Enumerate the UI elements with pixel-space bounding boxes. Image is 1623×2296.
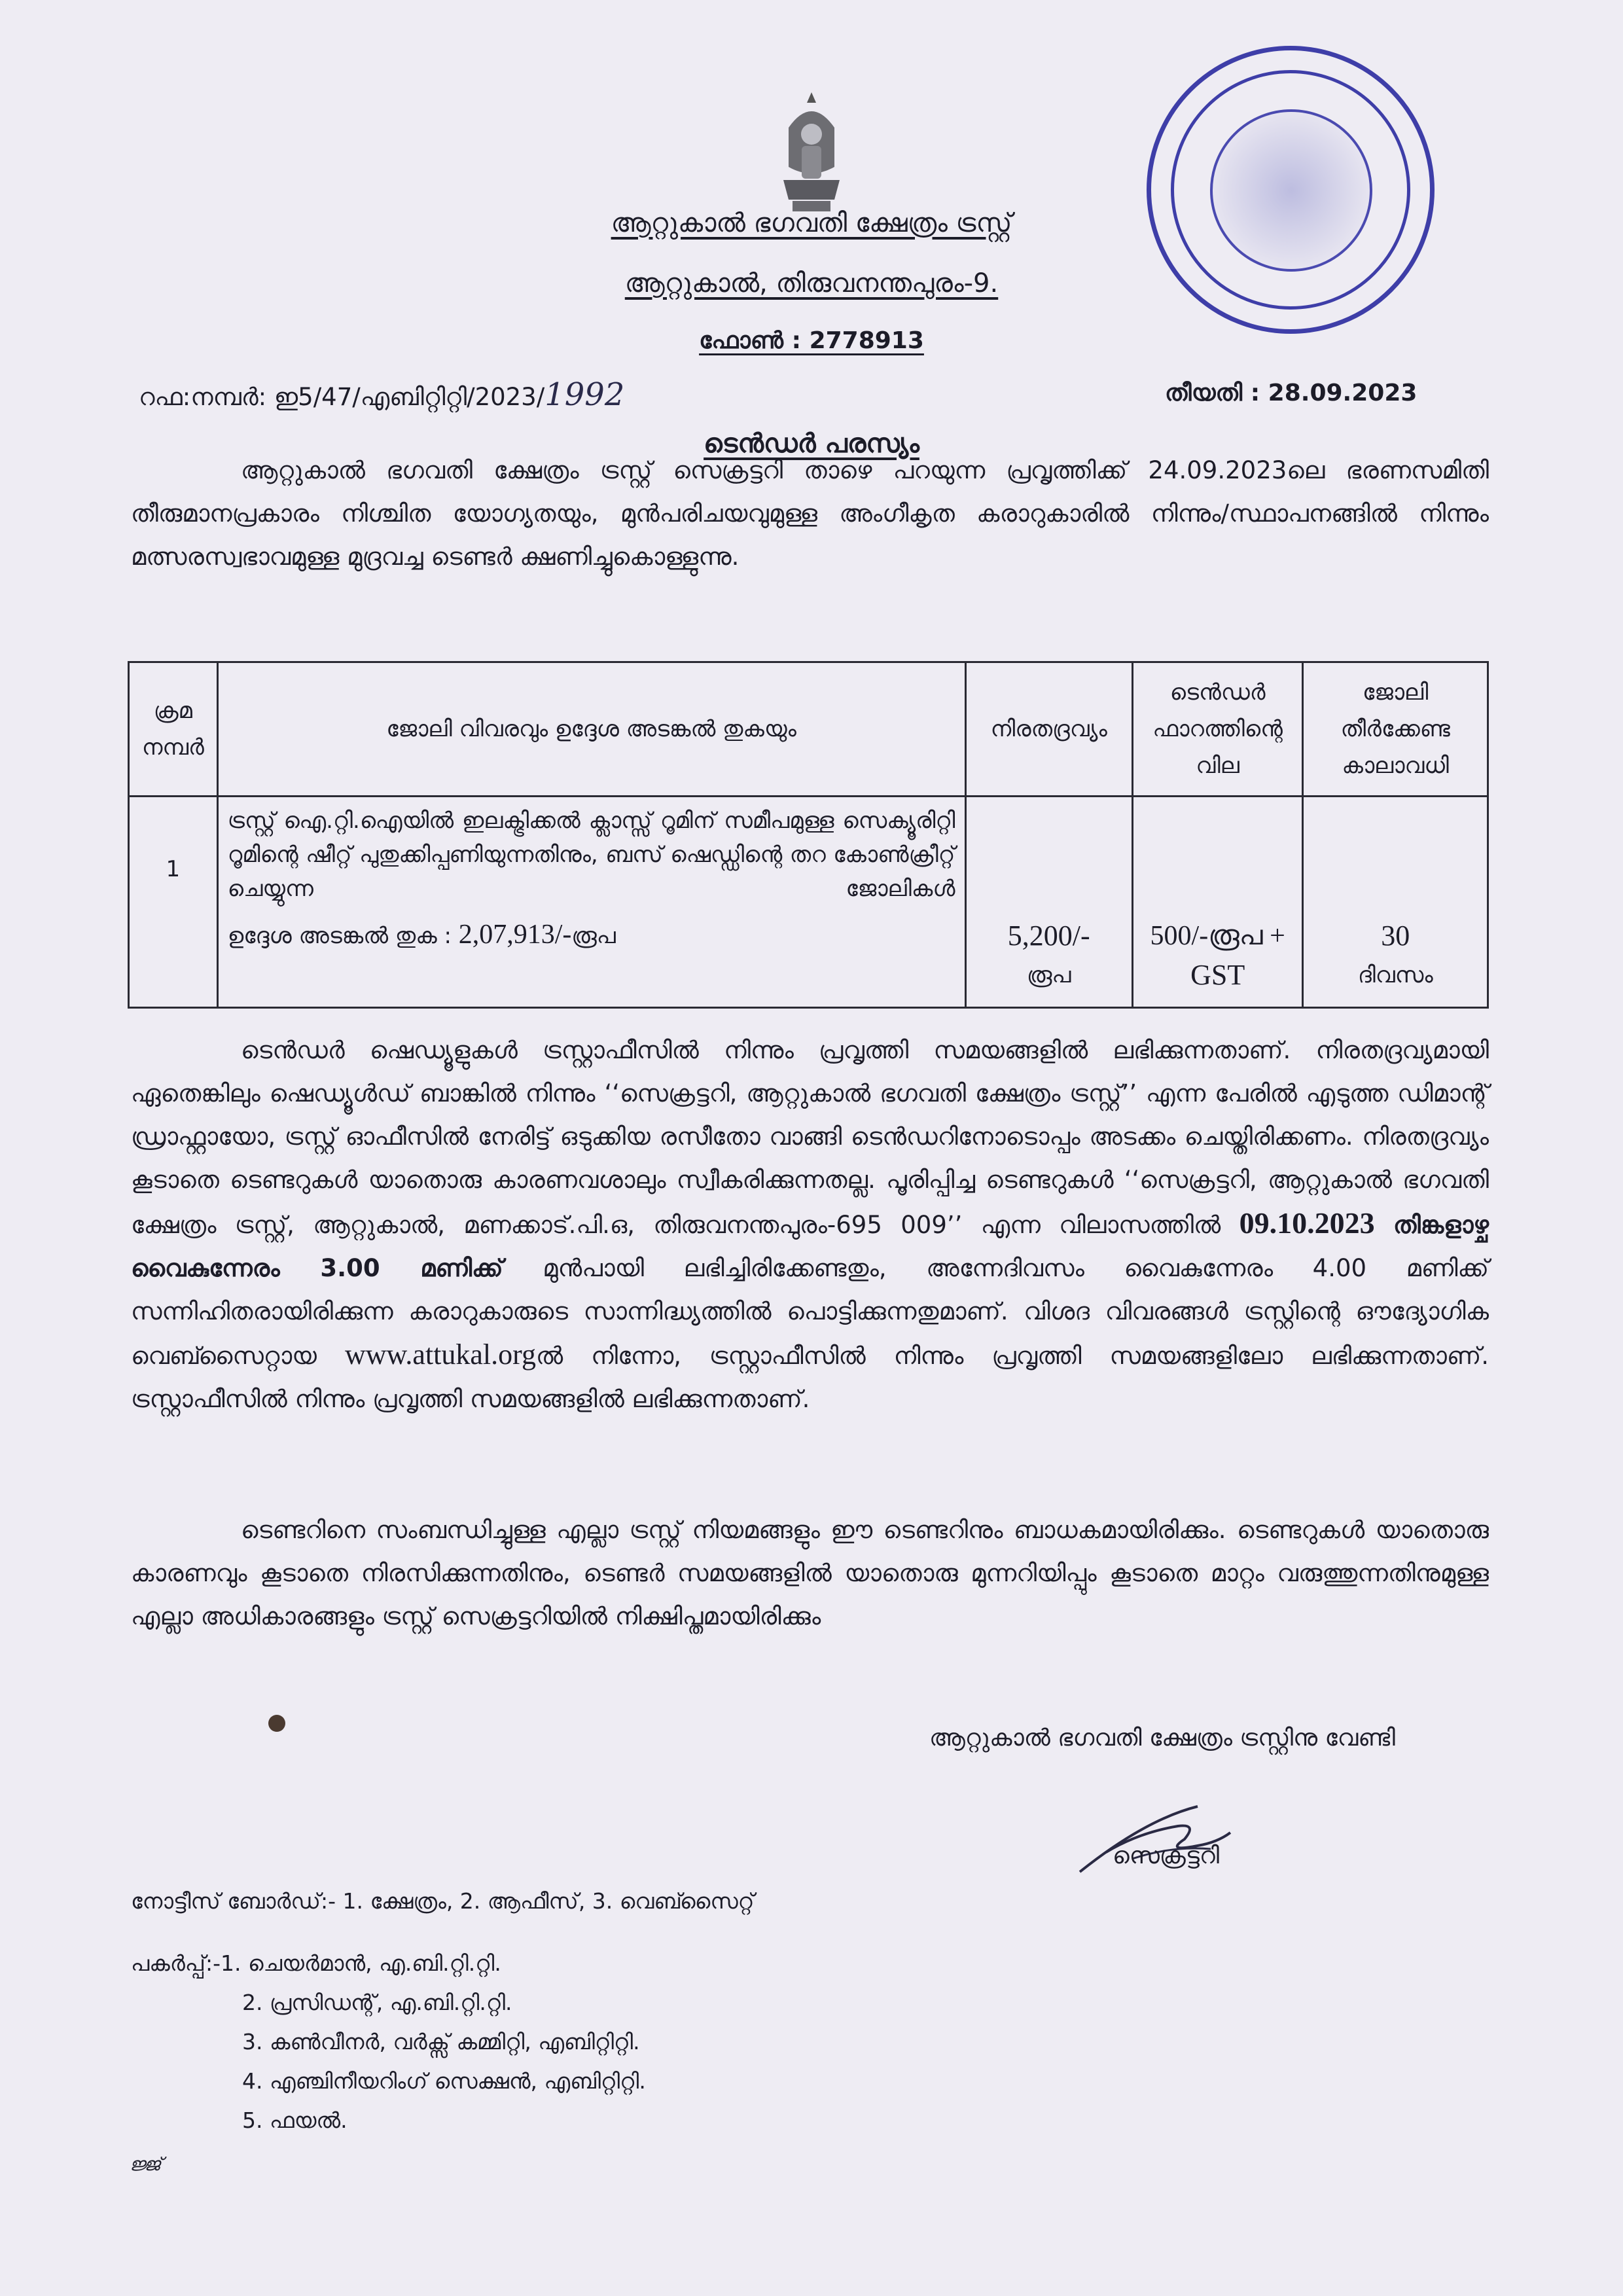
org-name: ആറ്റുകാൽ ഭഗവതി ക്ഷേത്രം ട്രസ്റ്റ് [611,208,1012,238]
table-header-row [129,662,1488,797]
signoff-for-line: ആറ്റുകാൽ ഭഗവതി ക്ഷേത്രം ട്രസ്റ്റിനു വേണ്ടി [929,1725,1395,1751]
terms-paragraph: ടെണ്ടറിനെ സംബന്ധിച്ചുള്ള എല്ലാ ട്രസ്റ്റ് നിയമങ്ങളും ഈ ടെണ്ടറിനും ബാധകമായിരിക്കും. ടെണ്ടറുകൾ യാതൊരു കാരണവും കൂടാതെ നിരസിക്കുന്നതിനും, ടെണ്ടർ സമയങ്ങളിൽ യാതൊരു മുന്നറിയിപ്പും കൂടാതെ മാറ്റം വരുത്തുന്നതിനുമുള്ള എല്ലാ അധികാരങ്ങളും ട്രസ്റ്റ് സെക്രട്ടറിയിൽ നിക്ഷിപ്തമായിരിക്കും [131,1516,1489,1630]
copy-to-item: 5. ഫയൽ. [242,2108,348,2133]
deadline-time: തിങ്കളാഴ്ച വൈകുന്നേരം 3.00 മണിക്ക് [131,1211,1489,1282]
tender-table [128,661,1489,1009]
intro-paragraph: ആറ്റുകാൽ ഭഗവതി ക്ഷേത്രം ട്രസ്റ്റ് സെക്രട്ടറി താഴെ പറയുന്ന പ്രവൃത്തിക്ക് 24.09.2023ലെ ഭരണസമിതി തീരുമാനപ്രകാരം നിശ്ചിത യോഗ്യതയും, മുൻപരിചയവുമുള്ള അംഗീകൃത കരാറുകാരിൽ നിന്നും/സ്ഥാപനങ്ങിൽ നിന്നും മത്സരസ്വഭാവമുള്ള മുദ്രവച്ച ടെണ്ടർ ക്ഷണിച്ചുകൊള്ളുന്നു. [131,456,1489,571]
reference-number: റഫ:നമ്പർ: ഇ5/47/എബിറ്റിറ്റി/2023/1992 [139,376,625,413]
cell-form-price: 500/-രൂപ + GST [1132,797,1303,1008]
work-description: ട്രസ്റ്റ് ഐ.റ്റി.ഐയിൽ ഇലക്ട്രിക്കൽ ക്ലാസ്സ് റൂമിന് സമീപമുള്ള സെക്യൂരിറ്റി റൂമിന്റെ ഷീറ്റ് പുതുക്കിപ്പണിയുന്നതിനും, ബസ് ഷെഡ്ഡിന്റെ തറ കോൺക്രീറ്റ് ചെയ്യുന്ന ജോലികൾ [227,808,955,902]
copy-to-item: 3. കൺവീനർ, വർക്സ് കമ്മിറ്റി, എബിറ്റിറ്റി. [242,2029,640,2054]
signoff-designation: സെക്രട്ടറി [1113,1842,1220,1869]
cell-period: 30 ദിവസം [1303,797,1488,1008]
col-header-period: ജോലി തീർക്കേണ്ട കാലാവധി [1303,662,1488,797]
website-link: www.attukal.org [344,1338,536,1371]
handwritten-ref: 1992 [544,376,625,413]
phone-number: ഫോൺ : 2778913 [699,327,924,354]
copy-to-item: 2. പ്രസിഡന്റ്, എ.ബി.റ്റി.റ്റി. [242,1990,512,2015]
estimate-line: ഉദ്ദേശ അടങ്കൽ തുക : 2,07,913/-രൂപ [227,920,616,950]
copy-to-item: പകർപ്പ്:-1. ചെയർമാൻ, എ.ബി.റ്റി.റ്റി. [131,1950,501,1976]
cell-emd: 5,200/- രൂപ [965,797,1132,1008]
org-address: ആറ്റുകാൽ, തിരുവനന്തപുരം-9. [624,268,999,298]
table-row [129,797,1488,1008]
notice-board-line: നോട്ടീസ് ബോർഡ്:- 1. ക്ഷേത്രം, 2. ആഫീസ്, 3. വെബ്സൈറ്റ് [131,1888,755,1914]
notice-title: ടെൻഡർ പരസ്യം [704,429,919,459]
deadline-date: 09.10.2023 [1239,1206,1375,1240]
col-header-emd: നിരതദ്രവ്യം [965,662,1132,797]
initials: ജ്ജ് [130,2153,162,2175]
ink-dot [268,1715,285,1732]
instructions-paragraph: ടെൻഡർ ഷെഡ്യൂളുകൾ ട്രസ്റ്റാഫീസിൽ നിന്നും പ്രവൃത്തി സമയങ്ങളിൽ ലഭിക്കുന്നതാണ്. നിരതദ്രവ്യമായി ഏതെങ്കിലും ഷെഡ്യൂൾഡ് ബാങ്കിൽ നിന്നും ‘‘സെക്രട്ടറി, ആറ്റുകാൽ ഭഗവതി ക്ഷേത്രം ട്രസ്റ്റ്’’ എന്ന പേരിൽ എടുത്ത ഡിമാന്റ് ഡ്രാഫ്റ്റായോ, ട്രസ്റ്റ് ഓഫീസിൽ നേരിട്ട് ഒടുക്കിയ രസീതോ വാങ്ങി ടെൻഡറിനോടൊപ്പം അടക്കം ചെയ്തിരിക്കണം. നിരതദ്രവ്യം കൂടാതെ ടെണ്ടറുകൾ യാതൊരു കാരണവശാലും സ്വീകരിക്കുന്നതല്ല. പൂരിപ്പിച്ച ടെണ്ടറുകൾ ‘‘സെക്രട്ടറി, ആറ്റുകാൽ ഭഗവതി ക്ഷേത്രം ട്രസ്റ്റ്, ആറ്റുകാൽ, മണക്കാട്.പി.ഒ, തിരുവനന്തപുരം-695 009’’ എന്ന വിലാസത്തിൽ 09.10.2023 തിങ്കളാഴ്ച വൈകുന്നേരം 3.00 മണിക്ക് മുൻപായി ലഭിച്ചിരിക്കേണ്ടതും, അന്നേദിവസം വൈകുന്നേരം 4.00 മണിക്ക് സന്നിഹിതരായിരിക്കുന്ന കരാറുകാരുടെ സാന്നിദ്ധ്യത്തിൽ പൊട്ടിക്കുന്നതുമാണ്. വിശദ വിവരങ്ങൾ ട്രസ്റ്റിന്റെ ഔദ്യോഗിക വെബ്സൈറ്റായ www.attukal.orgൽ നിന്നോ, ട്രസ്റ്റാഫീസിൽ നിന്നും പ്രവൃത്തി സമയങ്ങളിലോ ലഭിക്കുന്നതാണ്. ട്രസ്റ്റാഫീസിൽ നിന്നും പ്രവൃത്തി സമയങ്ങളിൽ ലഭിക്കുന്നതാണ്. [131,1036,1489,1413]
cell-sl: 1 [129,797,218,1008]
copy-to-item: 4. എഞ്ചിനീയറിംഗ് സെക്ഷൻ, എബിറ്റിറ്റി. [242,2068,646,2094]
temple-emblem-icon [776,88,847,219]
col-header-sl: ക്രമ നമ്പർ [129,662,218,797]
letter-date: തീയതി : 28.09.2023 [1165,380,1418,406]
cell-work [217,797,965,1008]
col-header-form-price: ടെൻഡർ ഫാറത്തിന്റെ വില [1132,662,1303,797]
col-header-work: ജോലി വിവരവും ഉദ്ദേശ അടങ്കൽ തുകയും [217,662,965,797]
